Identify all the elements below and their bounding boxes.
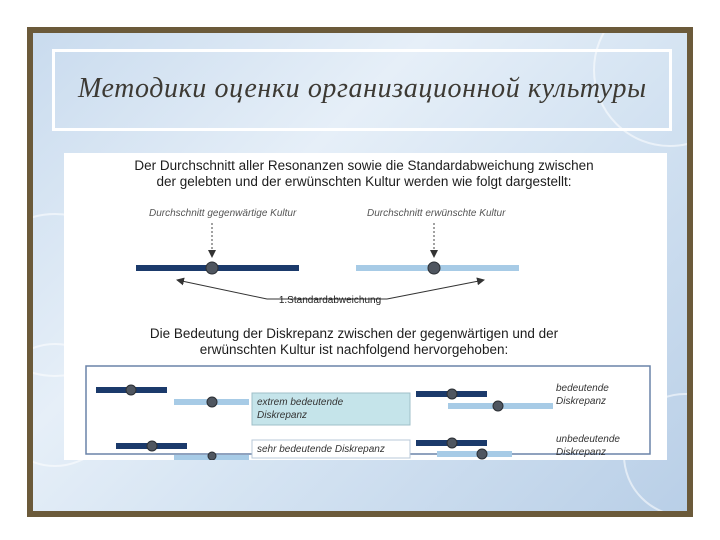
discrepancy-text-line2: erwünschten Kultur ist nachfolgend hervorgehoben:: [199, 342, 509, 357]
desired-average-dot: [428, 262, 440, 274]
extreme-label-line2: Diskrepanz: [257, 410, 308, 421]
intro-text-line2: der gelebten und der erwünschten Kultur werden wie folgt dargestellt:: [156, 174, 572, 189]
slide-frame: [27, 27, 693, 517]
insignificant-desired-dot: [477, 449, 487, 459]
very-label: sehr bedeutende Diskrepanz: [257, 444, 385, 455]
std-deviation-arrow-left: [177, 280, 267, 299]
significant-label-line1: bedeutende: [556, 383, 609, 394]
extreme-current-dot: [126, 385, 136, 395]
current-average-dot: [206, 262, 218, 274]
extreme-label-line1: extrem bedeutende: [257, 397, 344, 408]
desired-average-label: Durchschnitt erwünschte Kultur: [367, 208, 506, 219]
insignificant-label-line2: Diskrepanz: [556, 447, 607, 458]
diagram: [64, 153, 667, 460]
content-panel: [64, 153, 667, 460]
std-deviation-arrow-right: [387, 280, 484, 299]
intro-text-line1: Der Durchschnitt aller Resonanzen sowie die Standardabweichung zwischen: [134, 158, 594, 173]
discrepancy-text-line1: Die Bedeutung der Diskrepanz zwischen der gegenwärtigen und der: [149, 326, 559, 341]
insignificant-current-dot: [447, 438, 457, 448]
slide-background: [33, 33, 687, 511]
significant-desired-dot: [493, 401, 503, 411]
current-average-label: Durchschnitt gegenwärtige Kultur: [149, 208, 297, 219]
slide-title: Методики оценки организационной культуры: [78, 73, 647, 104]
very-current-dot: [147, 441, 157, 451]
std-deviation-label: 1.Standardabweichung: [278, 295, 382, 306]
significant-current-dot: [447, 389, 457, 399]
insignificant-label-line1: unbedeutende: [556, 434, 620, 445]
extreme-desired-dot: [207, 397, 217, 407]
significant-label-line2: Diskrepanz: [556, 396, 607, 407]
very-desired-dot: [208, 452, 216, 460]
insignificant-desired-bar: [437, 451, 512, 457]
